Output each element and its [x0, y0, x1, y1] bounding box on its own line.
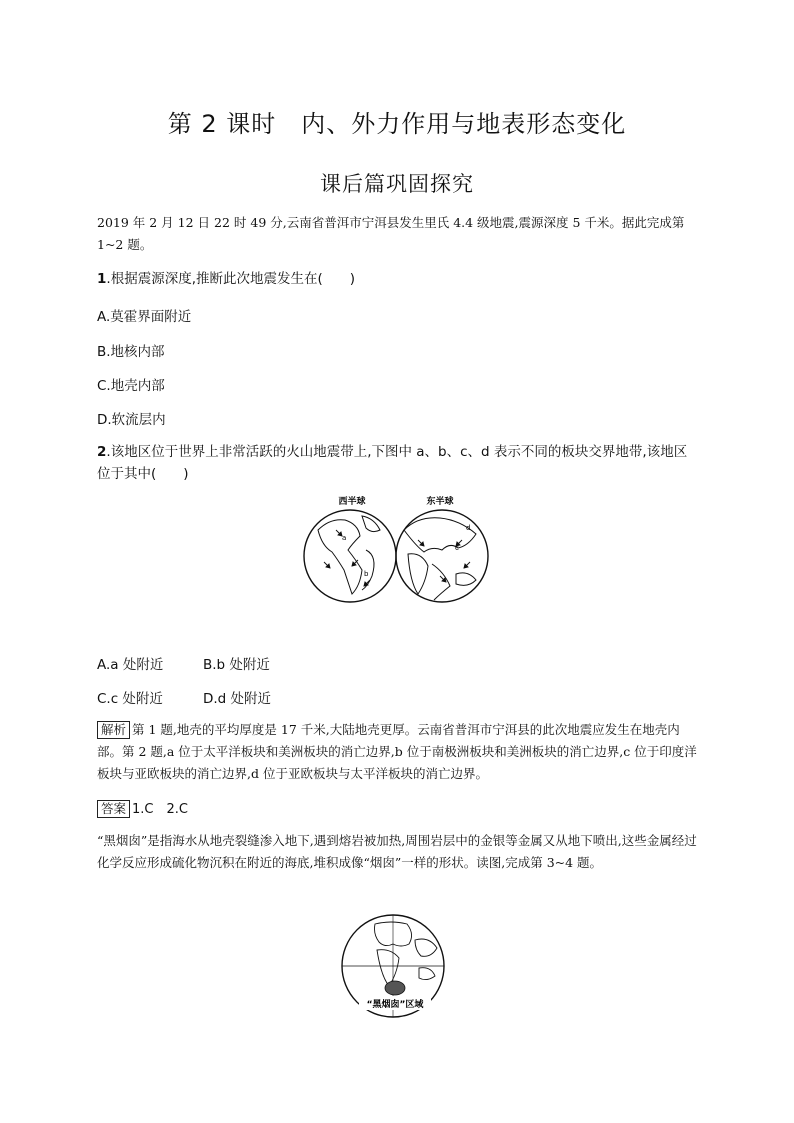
east-hemisphere-label: 东半球 [426, 497, 454, 507]
question-1-option-b: B.地核内部 [97, 344, 165, 360]
question-2-option-b: B.b 处附近 [203, 657, 270, 673]
black-chimney-area [385, 981, 405, 995]
black-chimney-figure [335, 910, 455, 1030]
americas-outline [318, 520, 362, 594]
intro-paragraph-1: 2019 年 2 月 12 日 22 时 49 分,云南省普洱市宁洱县发生里氏 4.4 级地震,震源深度 5 千米。据此完成第 1~2 题。 [97, 215, 685, 252]
answer-text: 1.C 2.C [132, 802, 188, 817]
islands-outline [419, 968, 435, 980]
question-2 [97, 441, 697, 485]
east-hemisphere-globe [396, 510, 488, 602]
question-2-option-c: C.c 处附近 [97, 691, 163, 707]
analysis-block [97, 719, 697, 785]
asia-outline [415, 939, 437, 956]
question-2-option-a: A.a 处附近 [97, 657, 164, 673]
marker-c: c [455, 544, 459, 552]
ridge-line-east [432, 564, 450, 600]
africa-outline [377, 950, 399, 986]
page-title: 第 2 课时 内、外力作用与地表形态变化 [167, 110, 627, 138]
question-2-text: .该地区位于世界上非常活跃的火山地震带上,下图中 a、b、c、d 表示不同的板块交界地带,该地区位于其中( ) [97, 444, 688, 482]
question-1-text: .根据震源深度,推断此次地震发生在( ) [106, 271, 356, 287]
question-1-option-a: A.莫霍界面附近 [97, 309, 192, 325]
question-1 [97, 268, 697, 290]
eurasia-outline [404, 518, 476, 552]
west-hemisphere-label: 西半球 [338, 497, 366, 507]
analysis-text: 第 1 题,地壳的平均厚度是 17 千米,大陆地壳更厚。云南省普洱市宁洱县的此次地震应发生在地壳内部。第 2 题,a 位于太平洋板块和美洲板块的消亡边界,b 位于南极洲板块和美洲板块的消亡边界,c 位于印度洋板块与亚欧板块的消亡边界,d 位于亚欧板块与太平洋板块的消亡边界。 [97, 722, 697, 781]
section-subtitle: 课后篇巩固探究 [320, 172, 474, 196]
hemispheres-figure [300, 490, 500, 610]
answer-tag: 答案 [97, 800, 130, 818]
australia-outline [456, 573, 476, 585]
black-chimney-caption: “黑烟囱”区域 [366, 1000, 424, 1010]
question-1-option-d: D.软流层内 [97, 412, 166, 428]
question-2-option-d: D.d 处附近 [203, 691, 272, 707]
question-1-number: 1 [97, 271, 107, 287]
marker-d: d [466, 524, 471, 532]
question-2-number: 2 [97, 444, 107, 460]
africa-outline [408, 554, 428, 594]
intro-paragraph-2: “黑烟囱”是指海水从地壳裂缝渗入地下,遇到熔岩被加热,周围岩层中的金银等金属又从地下喷出,这些金属经过化学反应形成硫化物沉积在附近的海底,堆积成像“烟囱”一样的形状。读图,完成第 3~4 题。 [97, 833, 697, 870]
answer-block [97, 798, 188, 818]
analysis-tag: 解析 [97, 721, 130, 739]
marker-a: a [342, 534, 347, 542]
question-1-option-c: C.地壳内部 [97, 378, 165, 394]
marker-b: b [364, 570, 369, 578]
